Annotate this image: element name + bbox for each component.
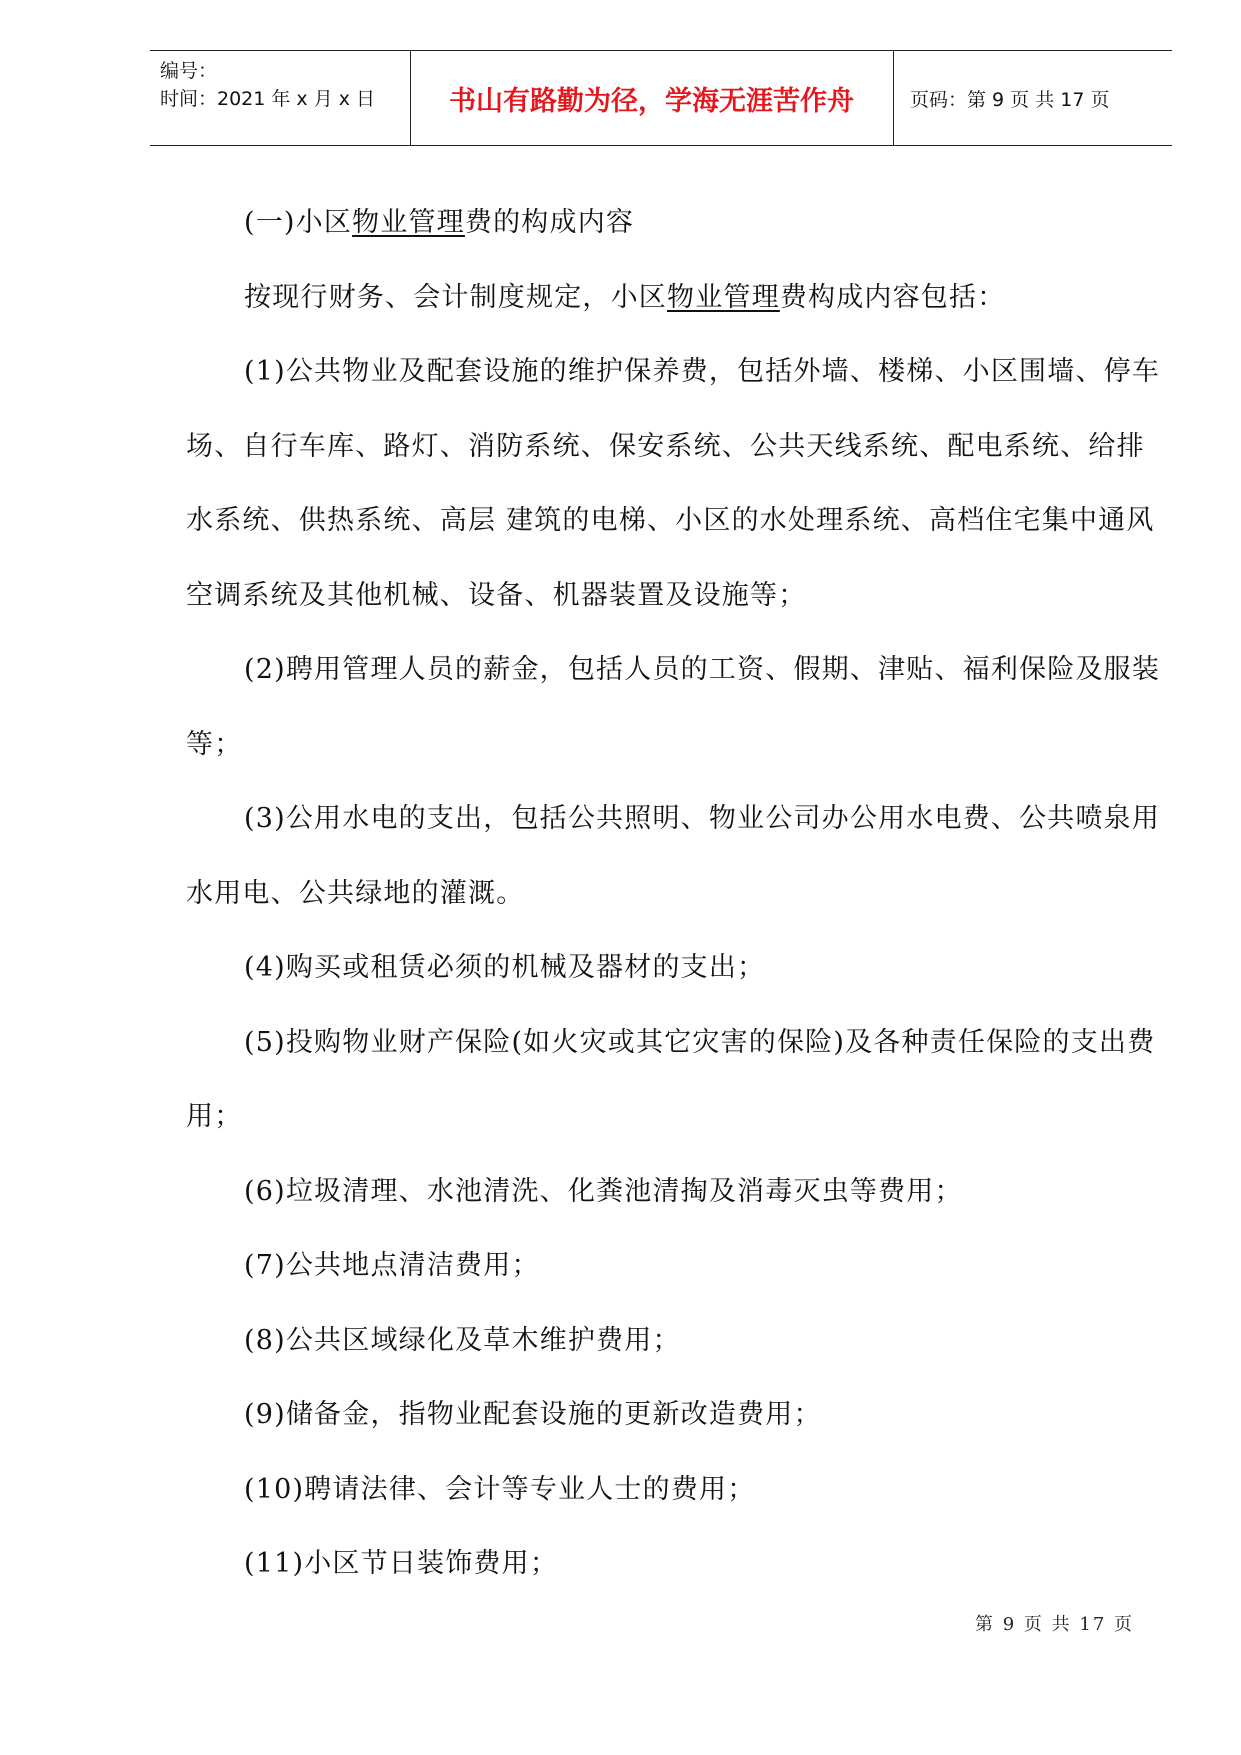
list-item: (7)公共地点清洁费用； [244,1250,540,1281]
document-body [186,186,1166,1602]
intro-paragraph [186,261,1166,336]
document-header [150,50,1172,146]
list-item: (3)公用水电的支出，包括公共照明、物业公司办公用水电费、公共喷泉用水用电、公共绿地的灌溉。 [186,803,1161,909]
list-item: (2)聘用管理人员的薪金，包括人员的工资、假期、津贴、福利保险及服装等； [186,654,1161,760]
intro-text: 按现行财务、会计制度规定，小区 [244,281,667,313]
list-item: (11)小区节日装饰费用； [244,1548,559,1579]
list-item: (1)公共物业及配套设施的维护保养费，包括外墙、楼梯、小区围墙、停车场、自行车库、路灯、消防系统、保安系统、公共天线系统、配电系统、给排水系统、供热系统、高层 建筑的电梯、小区的水处理系统、高档住宅集中通风空调系统及其他机械、设备、机器装置及设施等； [186,356,1161,611]
heading-text: 费的构成内容 [464,207,635,238]
list-item: (4)购买或租赁必须的机械及器材的支出； [244,952,766,983]
list-item: (6)垃圾清理、水池清洗、化粪池清掏及消毒灭虫等费用； [244,1175,963,1207]
page-footer: 第 9 页 共 17 页 [975,1614,1134,1635]
section-heading [186,186,1166,261]
list-item: (10)聘请法律、会计等专业人士的费用； [244,1473,756,1505]
serial-label: 编号： [160,60,218,82]
header-divider [893,51,894,145]
list-item: (9)储备金，指物业配套设施的更新改造费用； [244,1399,822,1430]
heading-text: (一)小区 [244,207,353,238]
intro-text: 费构成内容包括： [779,281,1006,313]
header-page-info: 页码：第 9 页 共 17 页 [910,88,1110,111]
intro-underlined-text: 物业管理 [667,281,780,313]
header-meta [160,57,375,113]
list-item: (5)投购物业财产保险(如火灾或其它灾害的保险)及各种责任保险的支出费用； [186,1026,1156,1132]
header-motto: 书山有路勤为径，学海无涯苦作舟 [449,85,854,117]
time-label: 时间：2021 年 x 月 x 日 [160,88,376,110]
list-item: (8)公共区域绿化及草木维护费用； [244,1324,681,1356]
heading-underlined-text: 物业管理 [352,207,465,238]
